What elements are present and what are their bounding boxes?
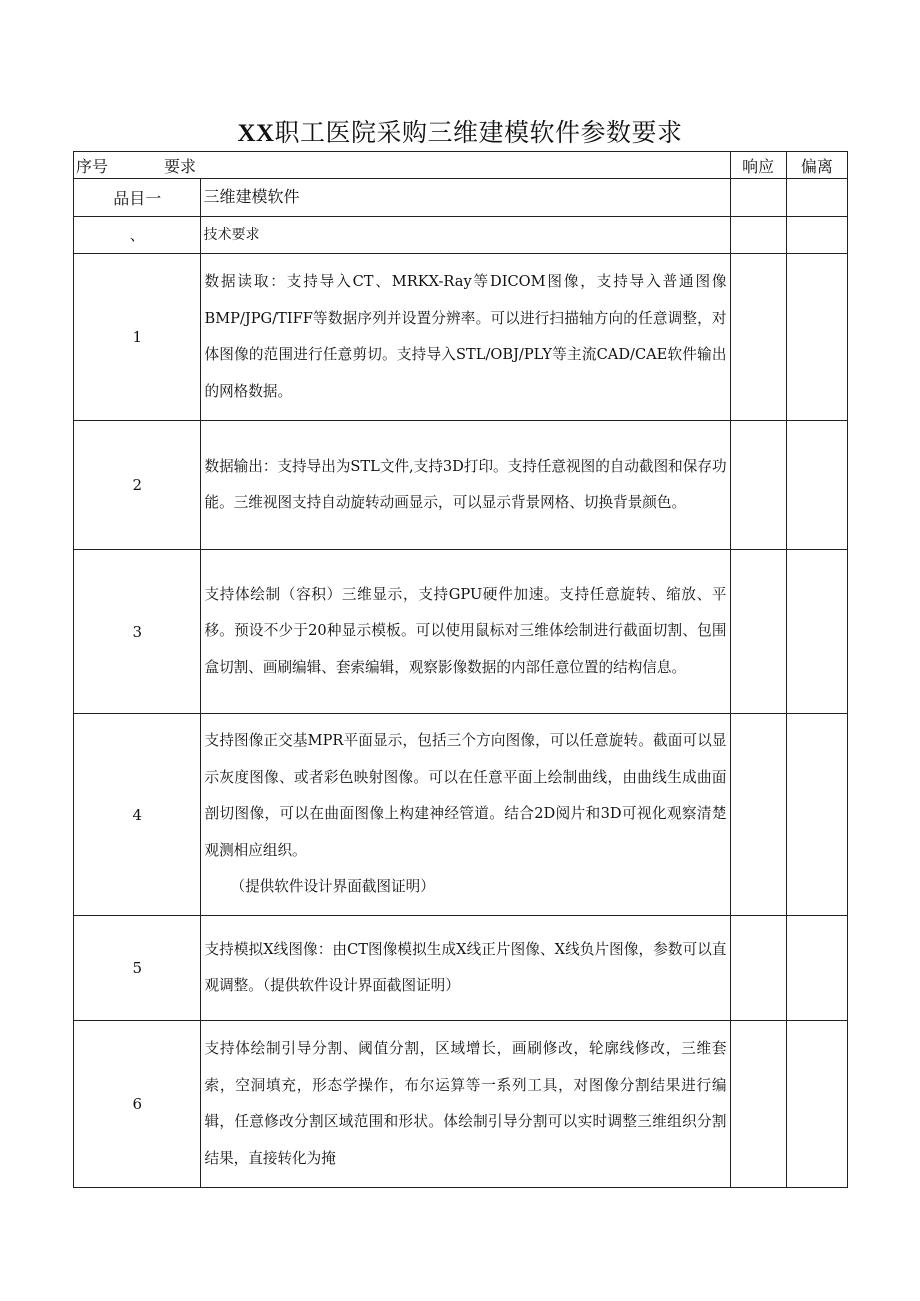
item-name: 三维建模软件 [201, 179, 730, 217]
response-cell [730, 550, 786, 714]
row-number: 6 [74, 1021, 201, 1188]
header-seq-req: 序号 要求 [74, 152, 731, 179]
response-cell [730, 254, 786, 421]
response-cell [730, 916, 786, 1021]
response-cell [730, 714, 786, 916]
header-deviation: 偏离 [786, 152, 847, 179]
section-mark: 、 [74, 216, 201, 254]
table-header-row [74, 152, 848, 179]
row-requirement [201, 714, 730, 916]
requirements-table [73, 151, 848, 1188]
section-row [74, 216, 848, 254]
item-row [74, 179, 848, 217]
table-row [74, 254, 848, 421]
deviation-cell [786, 1021, 847, 1188]
item-label: 品目一 [74, 179, 201, 217]
table-row [74, 916, 848, 1021]
table-row [74, 1021, 848, 1188]
header-response: 响应 [730, 152, 786, 179]
deviation-cell [786, 254, 847, 421]
row-requirement: 支持体绘制（容积）三维显示，支持GPU硬件加速。支持任意旋转、缩放、平移。预设不少于20种显示模板。可以使用鼠标对三维体绘制进行截面切割、包围盒切割、画刷编辑、套索编辑，观察影像数据的内部任意位置的结构信息。 [201, 550, 730, 714]
response-cell [730, 216, 786, 254]
row-requirement: 支持体绘制引导分割、阈值分割，区域增长，画刷修改，轮廓线修改，三维套索，空洞填充，形态学操作，布尔运算等一系列工具，对图像分割结果进行编辑，任意修改分割区域范围和形状。体绘制引导分割可以实时调整三维组织分割结果，直接转化为掩 [201, 1021, 730, 1188]
deviation-cell [786, 916, 847, 1021]
deviation-cell [786, 216, 847, 254]
response-cell [730, 1021, 786, 1188]
row-requirement-note: （提供软件设计界面截图证明） [230, 878, 435, 896]
row-requirement-text: 支持图像正交基MPR平面显示，包括三个方向图像，可以任意旋转。截面可以显示灰度图像、或者彩色映射图像。可以在任意平面上绘制曲线，由曲线生成曲面剖切图像，可以在曲面图像上构建神经管道。结合2D阅片和3D可视化观察清楚观测相应组织。 [204, 732, 727, 859]
deviation-cell [786, 421, 847, 550]
response-cell [730, 421, 786, 550]
page-title: XX职工医院采购三维建模软件参数要求 [237, 118, 683, 147]
table-row [74, 421, 848, 550]
row-number: 5 [74, 916, 201, 1021]
section-label: 技术要求 [201, 216, 730, 254]
row-requirement: 数据输出：支持导出为STL文件,支持3D打印。支持任意视图的自动截图和保存功能。三维视图支持自动旋转动画显示，可以显示背景网格、切换背景颜色。 [201, 421, 730, 550]
deviation-cell [786, 179, 847, 217]
table-row [74, 714, 848, 916]
row-requirement: 支持模拟X线图像：由CT图像模拟生成X线正片图像、X线负片图像，参数可以直观调整。（提供软件设计界面截图证明） [201, 916, 730, 1021]
response-cell [730, 179, 786, 217]
row-number: 4 [74, 714, 201, 916]
deviation-cell [786, 550, 847, 714]
table-row [74, 550, 848, 714]
row-number: 1 [74, 254, 201, 421]
row-number: 3 [74, 550, 201, 714]
deviation-cell [786, 714, 847, 916]
row-requirement: 数据读取：支持导入CT、MRKX-Ray等DICOM图像，支持导入普通图像BMP/JPG/TIFF等数据序列并设置分辨率。可以进行扫描轴方向的任意调整，对体图像的范围进行任意剪切。支持导入STL/OBJ/PLY等主流CAD/CAE软件输出的网格数据。 [201, 254, 730, 421]
row-number: 2 [74, 421, 201, 550]
